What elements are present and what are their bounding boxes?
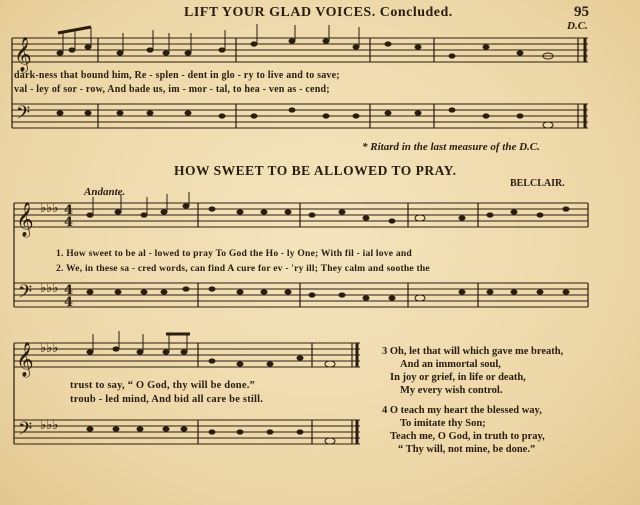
stanza-3-line: 3 Oh, let that will which gave me breath, <box>382 346 564 357</box>
key-signature-flat-icon: ♭♭♭ <box>40 341 59 356</box>
time-signature-icon: 4 <box>64 295 74 310</box>
dc-marking: D.C. <box>567 20 588 32</box>
bass-clef-icon: 𝄢 <box>16 103 31 128</box>
stanza-4-line: To imitate thy Son; <box>400 418 486 429</box>
page-number: 95 <box>574 4 589 20</box>
barlines-1 <box>12 38 585 128</box>
bass-clef-icon: 𝄢 <box>18 282 33 307</box>
stanza-3-line: In joy or grief, in life or death, <box>390 372 526 383</box>
stanza-4-line: Teach me, O God, in truth to pray, <box>390 431 545 442</box>
stanza-4-line: 4 O teach my heart the blessed way, <box>382 405 542 416</box>
key-signature-flat-icon: ♭♭♭ <box>40 418 59 433</box>
time-signature-icon: 4 <box>64 215 74 230</box>
staff-lines-bass-2 <box>14 283 588 307</box>
song1-lyric-line1: dark-ness that bound him, Re - splen - dent in glo - ry to live and to save; <box>14 70 340 81</box>
staff-lines-treble-2 <box>14 203 588 227</box>
song2-line2-verse1: trust to say, “ O God, thy will be done.” <box>70 380 255 391</box>
song2-line2-verse2: troub - led mind, And bid all care be still. <box>70 394 264 405</box>
song1-lyric-line2: val - ley of sor - row, And bade us, im - mor - tal, to hea - ven as - cend; <box>14 84 330 95</box>
time-signature-icon: 4 <box>64 283 74 298</box>
bass-clef-icon: 𝄢 <box>18 419 33 444</box>
stanza-3-line: And an immortal soul, <box>400 359 501 370</box>
tempo-marking: Andante. <box>84 186 126 198</box>
ritard-footnote: * Ritard in the last measure of the D.C. <box>362 141 540 153</box>
stanza-4-line: “ Thy will, not mine, be done.” <box>398 444 536 455</box>
song2-line1-verse1: 1. How sweet to be al - lowed to pray To God the Ho - ly One; With fil - ial love and <box>56 248 412 259</box>
song2-line1-verse2: 2. We, in these sa - cred words, can find A cure for ev - 'ry ill; They calm and soothe the <box>56 263 430 274</box>
time-signature-icon: 4 <box>64 203 74 218</box>
song2-title: HOW SWEET TO BE ALLOWED TO PRAY. <box>174 163 457 178</box>
treble-clef-icon: 𝄞 <box>16 342 34 377</box>
key-signature-flat-icon: ♭♭♭ <box>40 281 59 296</box>
treble-clef-icon: 𝄞 <box>14 37 32 72</box>
staff-lines-bass-3 <box>14 420 360 444</box>
song-title-concluded: LIFT YOUR GLAD VOICES. Concluded. <box>184 5 453 20</box>
treble-clef-icon: 𝄞 <box>16 202 34 237</box>
key-signature-flat-icon: ♭♭♭ <box>40 201 59 216</box>
composer-name: BELCLAIR. <box>510 178 565 189</box>
stanza-3-line: My every wish control. <box>400 385 503 396</box>
